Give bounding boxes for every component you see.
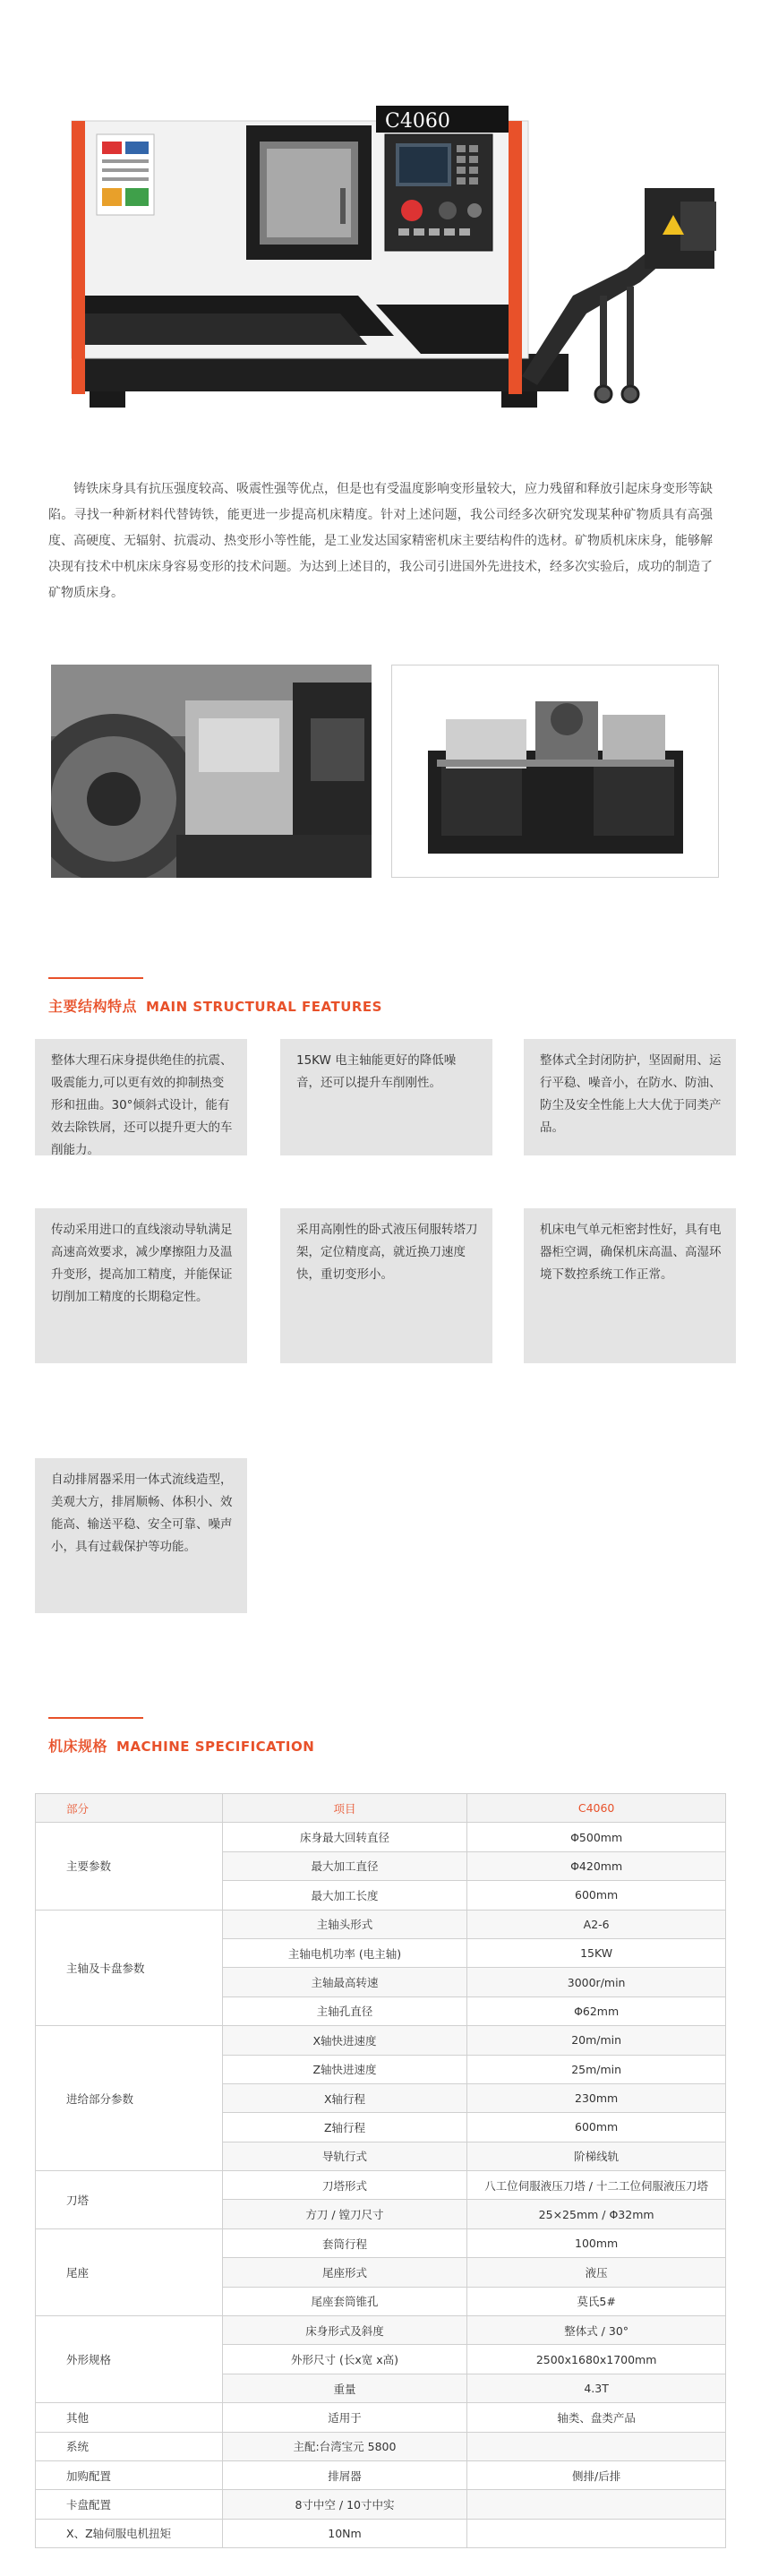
value-cell: 2500x1680x1700mm (467, 2345, 726, 2374)
value-cell: A2-6 (467, 1910, 726, 1938)
group-cell: 加购配置 (36, 2460, 223, 2489)
item-cell: 床身形式及斜度 (222, 2316, 467, 2345)
value-cell: 3000r/min (467, 1968, 726, 1996)
item-cell: X轴快进速度 (222, 2026, 467, 2055)
feature-card-4: 传动采用进口的直线滚动导轨满足高速高效要求，减少摩擦阻力及温升变形，提高加工精度，并能保证切削加工精度的长期稳定性。 (35, 1208, 247, 1363)
value-cell: 八工位伺服液压刀塔 / 十二工位伺服液压刀塔 (467, 2171, 726, 2200)
turret-closeup-photo (51, 665, 372, 878)
left-orange-pillar (72, 121, 85, 394)
spec-header-part: 部分 (36, 1794, 223, 1823)
hero-machine-image (0, 0, 761, 448)
item-cell: 适用于 (222, 2403, 467, 2432)
value-cell (467, 2519, 726, 2547)
value-cell: 整体式 / 30° (467, 2316, 726, 2345)
item-cell: Z轴快进速度 (222, 2055, 467, 2083)
group-cell: 尾座 (36, 2228, 223, 2315)
item-cell: 主配:台湾宝元 5800 (222, 2432, 467, 2460)
value-cell: 230mm (467, 2083, 726, 2112)
value-cell: 100mm (467, 2228, 726, 2257)
value-cell: 25×25mm / Φ32mm (467, 2200, 726, 2228)
value-cell: 液压 (467, 2258, 726, 2287)
group-cell: 主轴及卡盘参数 (36, 1910, 223, 2026)
table-row (36, 2519, 726, 2547)
item-cell: Z轴行程 (222, 2113, 467, 2142)
spec-heading-en: MACHINE SPECIFICATION (116, 1739, 315, 1755)
item-cell: 导轨行式 (222, 2142, 467, 2170)
item-cell: 主轴电机功率 (电主轴) (222, 1938, 467, 1967)
group-cell: 卡盘配置 (36, 2490, 223, 2519)
spec-header-row (36, 1794, 726, 1823)
item-cell: 尾座形式 (222, 2258, 467, 2287)
table-row (36, 1823, 726, 1851)
group-cell: X、Z轴伺服电机扭矩 (36, 2519, 223, 2547)
value-cell: 20m/min (467, 2026, 726, 2055)
table-row (36, 1910, 726, 1938)
feature-card-3: 整体式全封闭防护，坚固耐用、运行平稳、噪音小，在防水、防油、防尘及安全性能上大大优于同类产品。 (524, 1039, 736, 1155)
item-cell: 8寸中空 / 10寸中实 (222, 2490, 467, 2519)
value-cell: 4.3T (467, 2374, 726, 2402)
table-row (36, 2432, 726, 2460)
value-cell (467, 2490, 726, 2519)
table-row (36, 2490, 726, 2519)
table-row (36, 2228, 726, 2257)
item-cell: 主轴头形式 (222, 1910, 467, 1938)
item-cell: 尾座套筒锥孔 (222, 2287, 467, 2315)
group-cell: 外形规格 (36, 2316, 223, 2403)
table-row (36, 2460, 726, 2489)
spec-heading-cn: 机床规格 (48, 1738, 108, 1755)
group-cell: 主要参数 (36, 1823, 223, 1910)
item-cell: 排屑器 (222, 2460, 467, 2489)
item-cell: 10Nm (222, 2519, 467, 2547)
features-heading-en: MAIN STRUCTURAL FEATURES (146, 999, 382, 1015)
intro-paragraph: 铸铁床身具有抗压强度较高、吸震性强等优点，但是也有受温度影响变形量较大，应力残留和释放引起床身变形等缺陷。寻找一种新材料代替铸铁，能更进一步提高机床精度。针对上述问题，我公司经多次研究发现某种矿物质具有高强度、高硬度、无辐射、抗震动、热变形小等性能，是工业发达国家精密机床主要结构件的选材。矿物质机床床身，能够解决现有技术中机床床身容易变形的技术问题。为达到上述目的，我公司引进国外先进技术，经多次实验后，成功的制造了矿物质床身。 (48, 482, 713, 600)
feature-card-2: 15KW 电主轴能更好的降低噪音，还可以提升车削刚性。 (280, 1039, 492, 1155)
item-cell: 床身最大回转直径 (222, 1823, 467, 1851)
item-cell: 最大加工直径 (222, 1851, 467, 1880)
spec-table (35, 1793, 726, 2548)
table-row (36, 2316, 726, 2345)
item-cell: 外形尺寸 (长x宽 x高) (222, 2345, 467, 2374)
feature-card-5: 采用高刚性的卧式液压伺服转塔刀架，定位精度高，就近换刀速度快，重切变形小。 (280, 1208, 492, 1363)
spec-heading-line (48, 1717, 143, 1719)
features-heading (48, 995, 382, 1016)
group-cell: 刀塔 (36, 2171, 223, 2229)
value-cell: 600mm (467, 2113, 726, 2142)
item-cell: X轴行程 (222, 2083, 467, 2112)
item-cell: 主轴孔直径 (222, 1996, 467, 2025)
spec-heading (48, 1735, 314, 1756)
value-cell: 轴类、盘类产品 (467, 2403, 726, 2432)
value-cell: 600mm (467, 1881, 726, 1910)
model-label: C4060 (385, 110, 450, 133)
value-cell: 莫氏5# (467, 2287, 726, 2315)
item-cell: 重量 (222, 2374, 467, 2402)
table-row (36, 2171, 726, 2200)
features-heading-line (48, 977, 143, 979)
group-cell: 进给部分参数 (36, 2026, 223, 2171)
feature-card-1: 整体大理石床身提供绝佳的抗震、吸震能力,可以更有效的抑制热变形和扭曲。30°倾斜式设计，能有效去除铁屑，还可以提升更大的车削能力。 (35, 1039, 247, 1155)
value-cell: Φ62mm (467, 1996, 726, 2025)
table-row (36, 2403, 726, 2432)
value-cell: Φ500mm (467, 1823, 726, 1851)
value-cell: 侧排/后排 (467, 2460, 726, 2489)
group-cell: 其他 (36, 2403, 223, 2432)
features-heading-cn: 主要结构特点 (48, 998, 138, 1015)
value-cell: 25m/min (467, 2055, 726, 2083)
value-cell (467, 2432, 726, 2460)
table-row (36, 2026, 726, 2055)
item-cell: 刀塔形式 (222, 2171, 467, 2200)
feature-card-7: 自动排屑器采用一体式流线造型，美观大方，排屑顺畅、体积小、效能高、输送平稳、安全可靠、噪声小，具有过载保护等功能。 (35, 1458, 247, 1613)
value-cell: 15KW (467, 1938, 726, 1967)
machine-base (72, 354, 569, 391)
item-cell: 套筒行程 (222, 2228, 467, 2257)
item-cell: 主轴最高转速 (222, 1968, 467, 1996)
right-orange-pillar (509, 121, 522, 394)
item-cell: 最大加工长度 (222, 1881, 467, 1910)
item-cell: 方刀 / 镗刀尺寸 (222, 2200, 467, 2228)
feature-card-6: 机床电气单元柜密封性好，具有电器柜空调，确保机床高温、高湿环境下数控系统工作正常。 (524, 1208, 736, 1363)
value-cell: Φ420mm (467, 1851, 726, 1880)
mineral-bed-photo (391, 665, 719, 878)
value-cell: 阶梯线轨 (467, 2142, 726, 2170)
group-cell: 系统 (36, 2432, 223, 2460)
spec-header-model: C4060 (467, 1794, 726, 1823)
spec-header-item: 项目 (222, 1794, 467, 1823)
